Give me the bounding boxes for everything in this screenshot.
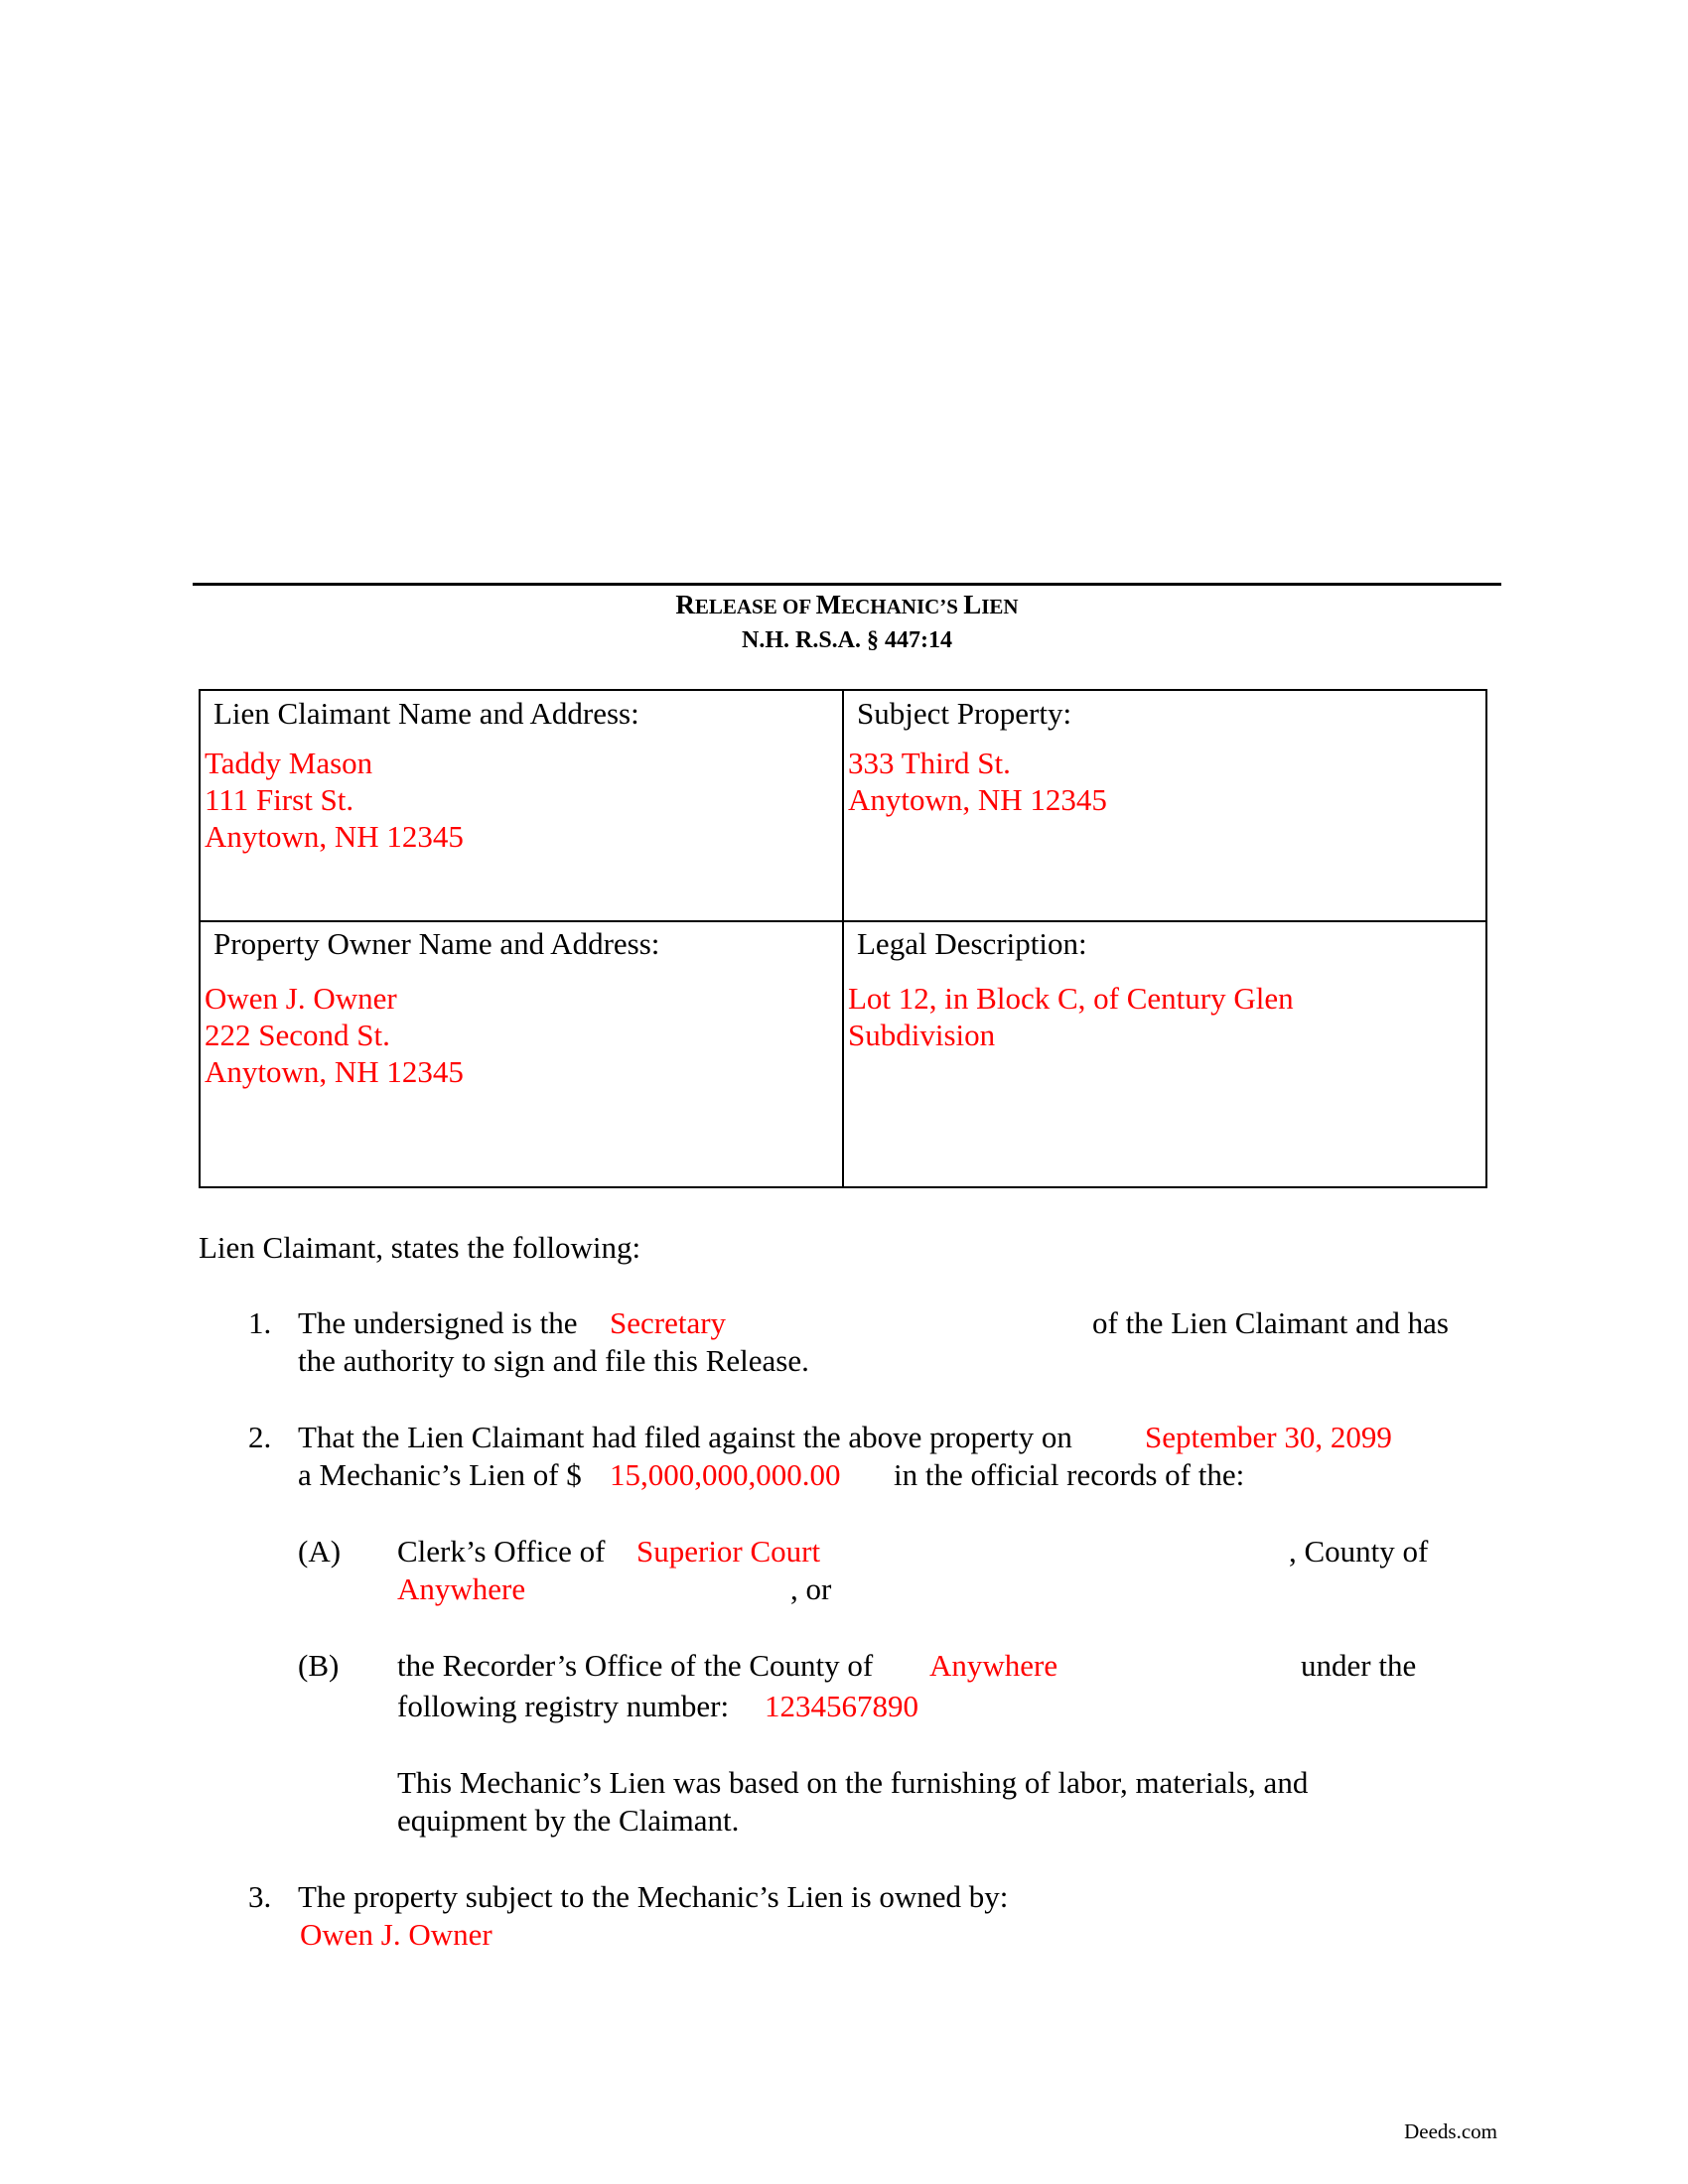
intro-statement: Lien Claimant, states the following:: [199, 1230, 641, 1265]
legal-label: Legal Description:: [857, 926, 1087, 961]
lien-basis-line-1: This Mechanic’s Lien was based on the furnishing of labor, materials, and: [397, 1765, 1309, 1800]
item-1-text-end: of the Lien Claimant and has: [1092, 1305, 1449, 1340]
item-3-number: 3.: [248, 1879, 272, 1914]
owner-name: Owen J. Owner: [205, 981, 397, 1016]
option-a-label: (A): [298, 1534, 342, 1569]
item-3-text: The property subject to the Mechanic’s Lien is owned by:: [298, 1879, 1009, 1914]
option-a-county: Anywhere: [397, 1571, 526, 1606]
court-name: Superior Court: [636, 1534, 821, 1569]
item-1-text: The undersigned is the: [298, 1305, 578, 1340]
option-b-county: Anywhere: [929, 1648, 1058, 1683]
lien-basis-line-2: equipment by the Claimant.: [397, 1803, 740, 1838]
option-b-text: the Recorder’s Office of the County of: [397, 1648, 874, 1683]
claimant-address-2: Anytown, NH 12345: [205, 819, 464, 854]
option-b-label: (B): [298, 1648, 340, 1683]
claimant-address-1: 111 First St.: [205, 782, 354, 817]
owner-label: Property Owner Name and Address:: [213, 926, 660, 961]
item-2-line-2-end: in the official records of the:: [894, 1457, 1245, 1492]
option-a-county-text: , County of: [1289, 1534, 1429, 1569]
claimant-name: Taddy Mason: [205, 746, 373, 780]
document-title: RELEASE OF MECHANIC’S LIEN: [675, 590, 1019, 619]
lien-amount: 15,000,000,000.00: [610, 1457, 841, 1492]
item-2-text: That the Lien Claimant had filed against the above property on: [298, 1420, 1072, 1454]
item-3-owner: Owen J. Owner: [300, 1917, 492, 1952]
option-a-or: , or: [790, 1571, 832, 1606]
filing-date: September 30, 2099: [1145, 1420, 1392, 1454]
owner-address-2: Anytown, NH 12345: [205, 1054, 464, 1089]
property-address-1: 333 Third St.: [848, 746, 1011, 780]
footer-brand: Deeds.com: [1404, 2119, 1497, 2143]
option-b-line-2: following registry number:: [397, 1689, 730, 1723]
registry-number: 1234567890: [765, 1689, 918, 1723]
statute-reference: N.H. R.S.A. § 447:14: [741, 627, 952, 653]
item-2-number: 2.: [248, 1420, 272, 1454]
legal-line-2: Subdivision: [848, 1018, 996, 1052]
property-address-2: Anytown, NH 12345: [848, 782, 1107, 817]
owner-address-1: 222 Second St.: [205, 1018, 390, 1052]
claimant-label: Lien Claimant Name and Address:: [213, 696, 639, 731]
item-1-number: 1.: [248, 1305, 272, 1340]
item-1-line-2: the authority to sign and file this Release.: [298, 1343, 809, 1378]
signer-title: Secretary: [610, 1305, 727, 1340]
option-b-text-end: under the: [1301, 1648, 1417, 1683]
header-rule: [193, 583, 1501, 586]
option-a-text: Clerk’s Office of: [397, 1534, 606, 1569]
item-2-line-2: a Mechanic’s Lien of $: [298, 1457, 582, 1492]
property-label: Subject Property:: [857, 696, 1072, 731]
legal-line-1: Lot 12, in Block C, of Century Glen: [848, 981, 1294, 1016]
